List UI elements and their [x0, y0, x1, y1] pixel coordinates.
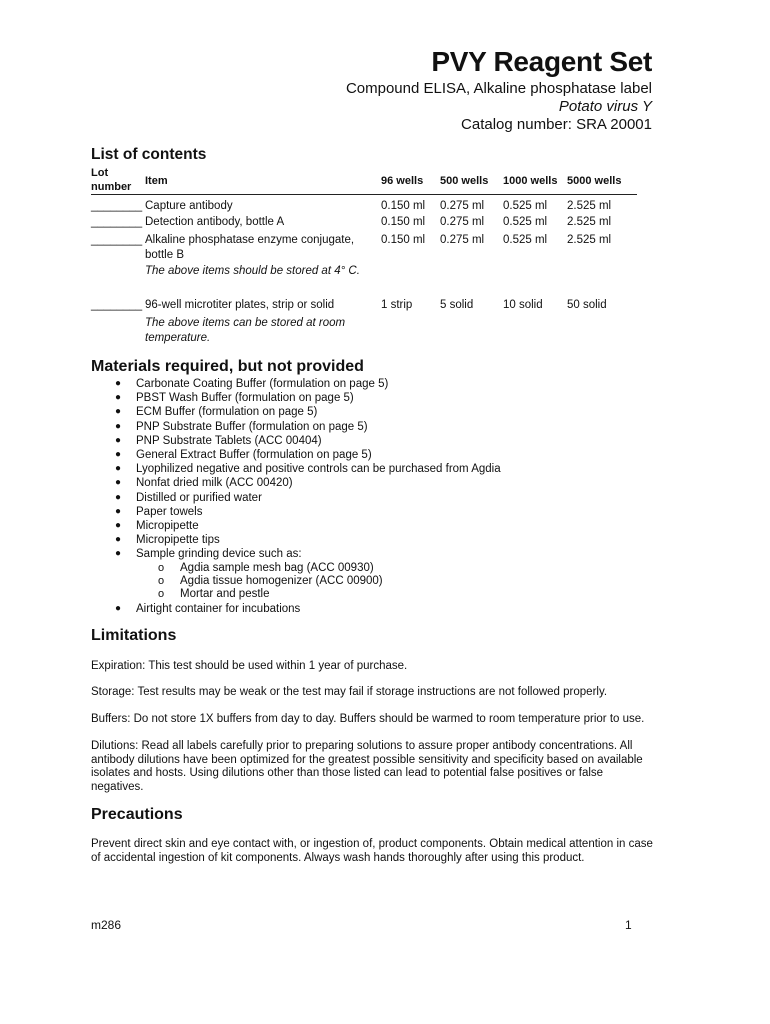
- bullet-icon: ●: [115, 477, 122, 489]
- item-name: Detection antibody, bottle A: [145, 216, 285, 228]
- lot-number-blank: ________: [91, 234, 143, 246]
- precautions-heading: Precautions: [91, 806, 183, 823]
- bullet-icon: ●: [115, 534, 122, 546]
- qty-1000-wells: 0.525 ml: [503, 234, 548, 246]
- buffers-text: Buffers: Do not store 1X buffers from day to day. Buffers should be warmed to room temperature prior to use.: [91, 713, 645, 725]
- lot-number-blank: ________: [91, 216, 143, 228]
- precautions-text: Prevent direct skin and eye contact with, or ingestion of, product components. Obtain medical attention in case of accidental ingestion of kit components. Always wash hands thoroughly after using this product.: [91, 838, 653, 864]
- grinding-device-sublist: [136, 562, 501, 602]
- column-header-lot-line2: number: [91, 181, 132, 193]
- item-name: Alkaline phosphatase enzyme conjugate, bottle B: [145, 234, 355, 261]
- virus-name: Potato virus Y: [558, 98, 652, 115]
- page-number: 1: [625, 918, 632, 932]
- bullet-icon: ●: [115, 420, 122, 432]
- column-header-lot: [91, 166, 131, 194]
- qty-96-wells: 0.150 ml: [381, 234, 426, 246]
- column-header-1000-wells: 1000 wells: [503, 175, 558, 187]
- table-header-divider: [91, 194, 637, 195]
- bullet-icon: ●: [115, 449, 122, 461]
- column-header-500-wells: 500 wells: [440, 175, 489, 187]
- qty-96-wells: 0.150 ml: [381, 200, 426, 212]
- catalog-number: Catalog number: SRA 20001: [461, 116, 652, 133]
- qty-500-wells: 5 solid: [440, 299, 474, 311]
- bullet-icon: ●: [115, 505, 122, 517]
- bullet-icon: ●: [115, 520, 122, 532]
- qty-5000-wells: 50 solid: [567, 299, 607, 311]
- qty-1000-wells: 0.525 ml: [503, 216, 548, 228]
- document-code: m286: [91, 918, 122, 932]
- qty-5000-wells: 2.525 ml: [567, 216, 612, 228]
- list-item: ● PNP Substrate Tablets (ACC 00404): [115, 434, 322, 447]
- list-item: ● General Extract Buffer (formulation on page 5): [115, 449, 372, 462]
- bullet-icon: ●: [115, 406, 122, 418]
- limitations-heading: Limitations: [91, 627, 177, 644]
- bullet-icon: ●: [115, 491, 122, 503]
- storage-note-room: The above items can be stored at room temperature.: [145, 317, 346, 344]
- contents-heading: List of contents: [91, 146, 207, 163]
- list-item: ● ECM Buffer (formulation on page 5): [115, 406, 318, 419]
- qty-500-wells: 0.275 ml: [440, 200, 485, 212]
- materials-list: [115, 377, 501, 616]
- column-header-5000-wells: 5000 wells: [567, 175, 622, 187]
- materials-heading: Materials required, but not provided: [91, 358, 364, 375]
- qty-1000-wells: 10 solid: [503, 299, 543, 311]
- sub-list-item: o Agdia tissue homogenizer (ACC 00900): [158, 575, 383, 588]
- column-header-96-wells: 96 wells: [381, 175, 424, 187]
- list-item: ● Carbonate Coating Buffer (formulation on page 5): [115, 378, 389, 390]
- qty-96-wells: 0.150 ml: [381, 216, 426, 228]
- list-item: ● PNP Substrate Buffer (formulation on page 5): [115, 420, 368, 433]
- column-header-lot-line1: Lot: [91, 167, 109, 179]
- qty-5000-wells: 2.525 ml: [567, 234, 612, 246]
- dilutions-text: Dilutions: Read all labels carefully prior to preparing solutions to assure proper antibody concentrations. All antibody dilutions have been optimized for the greatest possible sensitivity and specificity based on available isolates and hosts. Using dilutions other than those listed can lead to potential false positives or false negatives.: [91, 740, 643, 793]
- list-item: ● PBST Wash Buffer (formulation on page 5): [115, 392, 354, 405]
- list-item: ● Distilled or purified water: [115, 491, 262, 504]
- bullet-icon: ●: [115, 463, 122, 475]
- list-item: ● Paper towels: [115, 505, 203, 518]
- list-item: ● Sample grinding device such as: o Agdia sample mesh bag (ACC 00930) o Agdia tissue homogenizer (ACC 00900) o Mortar and pestle: [115, 547, 501, 601]
- circle-bullet-icon: o: [158, 575, 165, 588]
- bullet-icon: ●: [115, 434, 122, 446]
- lot-number-blank: ________: [91, 299, 143, 311]
- qty-96-wells: 1 strip: [381, 299, 413, 311]
- storage-note-cold: The above items should be stored at 4° C.: [145, 265, 360, 277]
- document-subtitle: Compound ELISA, Alkaline phosphatase label: [345, 80, 652, 97]
- list-item: ● Micropipette: [115, 520, 199, 533]
- expiration-text: Expiration: This test should be used within 1 year of purchase.: [91, 660, 408, 672]
- list-item: ● Nonfat dried milk (ACC 00420): [115, 477, 293, 490]
- lot-number-blank: ________: [91, 200, 143, 212]
- sub-list-item: o Mortar and pestle: [158, 588, 270, 601]
- list-item: ● Airtight container for incubations: [115, 602, 301, 615]
- bullet-icon: ●: [115, 378, 122, 389]
- qty-5000-wells: 2.525 ml: [567, 200, 612, 212]
- column-header-item: Item: [145, 175, 168, 187]
- qty-500-wells: 0.275 ml: [440, 234, 485, 246]
- bullet-icon: ●: [115, 392, 122, 404]
- list-item: ● Micropipette tips: [115, 534, 220, 547]
- qty-500-wells: 0.275 ml: [440, 216, 485, 228]
- qty-1000-wells: 0.525 ml: [503, 200, 548, 212]
- circle-bullet-icon: o: [158, 588, 165, 601]
- sub-list-item: o Agdia sample mesh bag (ACC 00930): [158, 561, 374, 574]
- bullet-icon: ●: [115, 548, 122, 560]
- list-item: ● Lyophilized negative and positive controls can be purchased from Agdia: [115, 463, 501, 476]
- item-name: Capture antibody: [145, 200, 233, 212]
- document-title: PVY Reagent Set: [431, 46, 652, 77]
- storage-text: Storage: Test results may be weak or the test may fail if storage instructions are not followed properly.: [91, 686, 608, 698]
- bullet-icon: ●: [115, 602, 122, 614]
- item-name: 96-well microtiter plates, strip or solid: [145, 299, 335, 311]
- circle-bullet-icon: o: [158, 561, 165, 574]
